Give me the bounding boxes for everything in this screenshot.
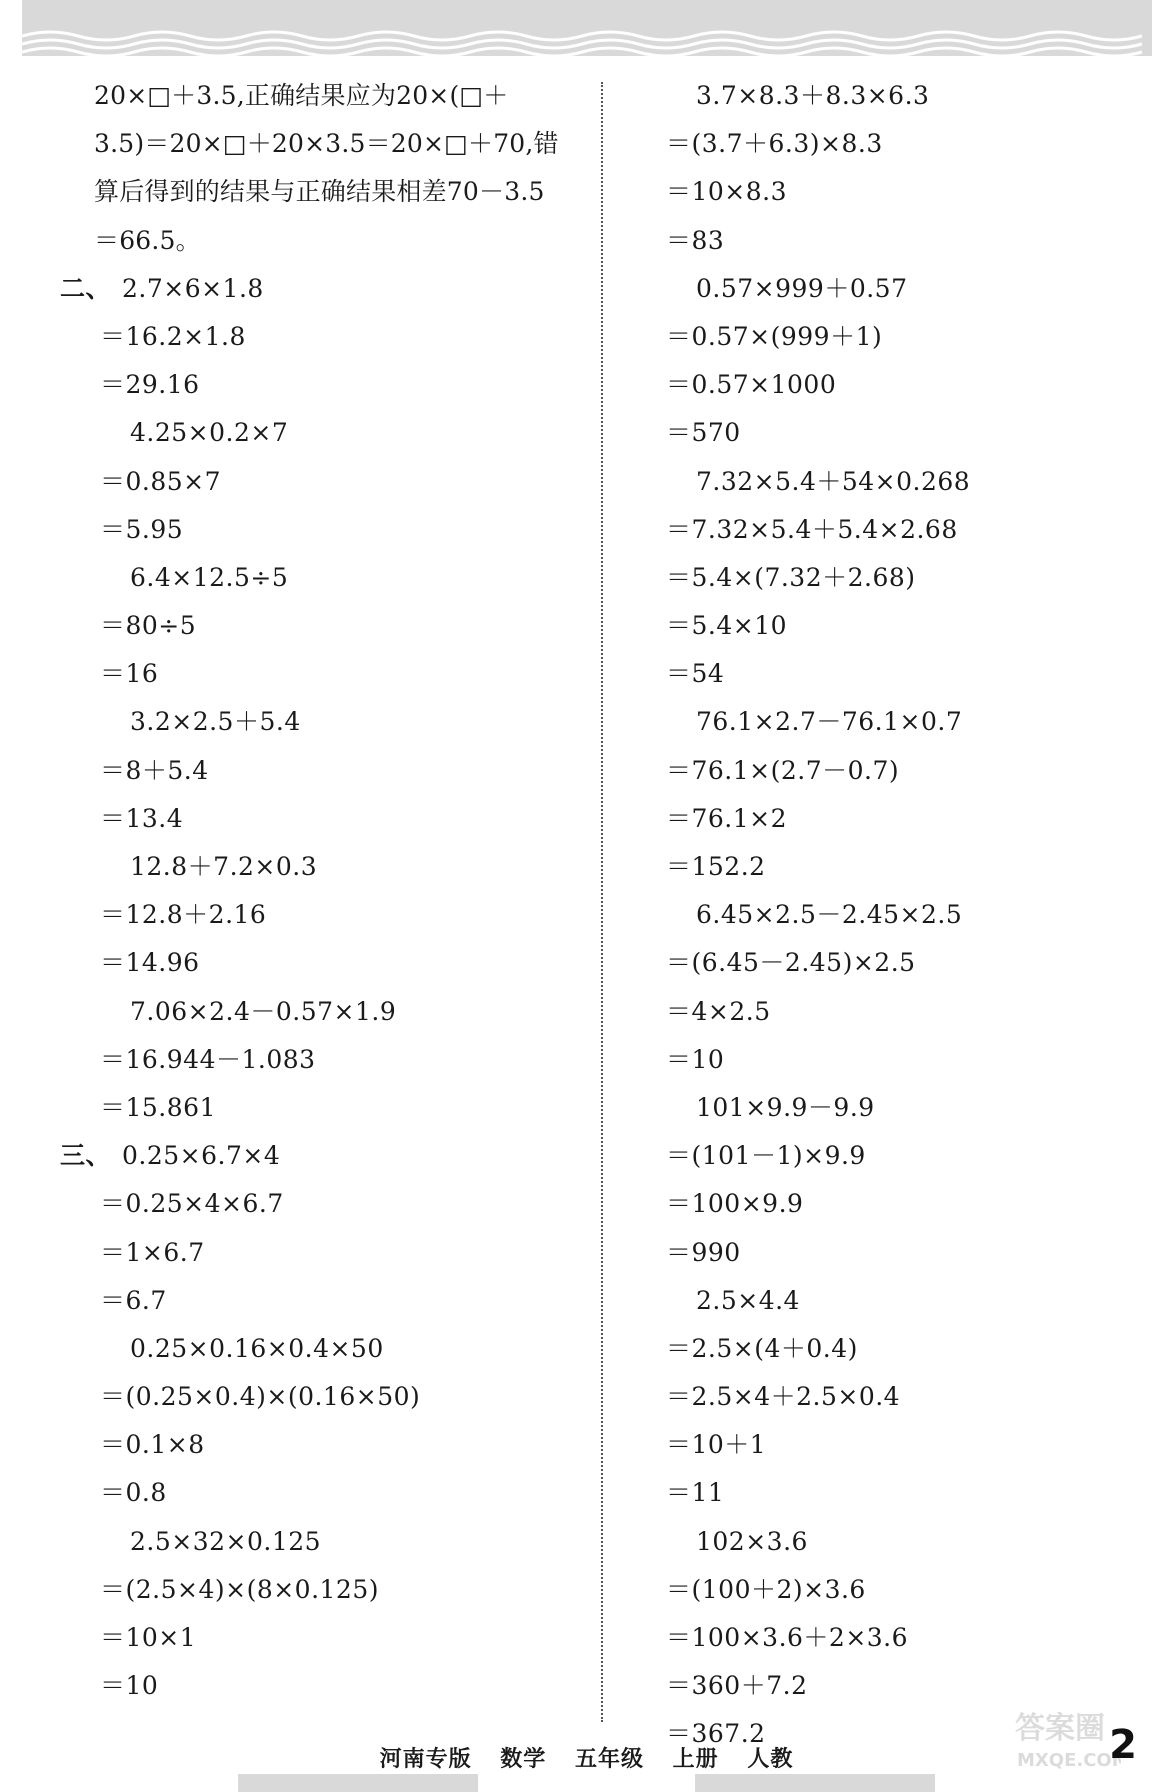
answer-paragraph-line [60, 168, 580, 216]
line-text: ＝80÷5 [100, 611, 197, 641]
line-text: ＝990 [666, 1237, 741, 1267]
line-text: ＝7.32×5.4＋5.4×2.68 [666, 514, 958, 544]
line-text: ＝0.57×(999＋1) [666, 321, 883, 351]
calculation-step [666, 409, 1086, 457]
calculation-step [666, 120, 1086, 168]
line-text: ＝5.4×10 [666, 611, 788, 641]
answer-paragraph-line [60, 72, 580, 120]
calculation-expression [60, 698, 580, 746]
calculation-step [666, 554, 1086, 602]
line-text: ＝76.1×2 [666, 803, 788, 833]
calculation-step [60, 1566, 580, 1614]
line-text: 6.45×2.5－2.45×2.5 [696, 900, 963, 930]
line-text: ＝100×3.6＋2×3.6 [666, 1623, 909, 1652]
calculation-step [666, 361, 1086, 409]
line-text: ＝10×8.3 [666, 177, 788, 207]
calculation-step [60, 1084, 580, 1132]
line-text: 7.06×2.4－0.57×1.9 [130, 996, 397, 1026]
calculation-step [666, 1325, 1086, 1373]
line-text: ＝152.2 [666, 852, 766, 881]
watermark-text: 答案圈 [1015, 1711, 1105, 1746]
line-text: ＝0.1×8 [100, 1430, 205, 1460]
calculation-step [60, 795, 580, 843]
calculation-step [666, 1373, 1086, 1421]
line-text: ＝2.5×(4＋0.4) [666, 1333, 858, 1363]
calculation-step [666, 650, 1086, 698]
footer-band-right [695, 1774, 935, 1792]
calculation-step [666, 168, 1086, 216]
calculation-expression [666, 1084, 1086, 1132]
calculation-expression [666, 458, 1086, 506]
line-text: ＝0.85×7 [100, 466, 222, 496]
calculation-step [60, 1229, 580, 1277]
line-text: 2.5×4.4 [696, 1285, 800, 1315]
calculation-step [666, 1614, 1086, 1662]
calculation-step [60, 1036, 580, 1084]
calculation-step [666, 795, 1086, 843]
line-text: 4.25×0.2×7 [130, 418, 289, 448]
line-text: ＝10＋1 [666, 1430, 767, 1460]
line-text: ＝83 [666, 225, 725, 255]
page-footer [0, 1742, 1173, 1773]
calculation-step [60, 1662, 580, 1710]
calculation-step [60, 891, 580, 939]
page-number: 2 [1109, 1722, 1137, 1768]
line-text: ＝(101－1)×9.9 [666, 1141, 866, 1171]
line-text: 3.2×2.5＋5.4 [130, 707, 301, 737]
calculation-expression [60, 1325, 580, 1373]
line-text: ＝16.944－1.083 [100, 1044, 316, 1074]
section-number: 三、 [60, 1141, 112, 1171]
line-text: ＝8＋5.4 [100, 755, 209, 785]
calculation-step [60, 313, 580, 361]
watermark-url: MXQE.COM [1017, 1750, 1121, 1771]
calculation-step [60, 602, 580, 650]
calculation-step [666, 1469, 1086, 1517]
line-text: ＝10×1 [100, 1623, 197, 1652]
line-text: ＝(100＋2)×3.6 [666, 1574, 866, 1604]
calculation-step [666, 506, 1086, 554]
calculation-step [666, 1229, 1086, 1277]
line-text: ＝29.16 [100, 370, 200, 400]
watermark-logo [1011, 1700, 1121, 1772]
line-text: ＝367.2 [666, 1719, 766, 1749]
section-number: 二、 [60, 273, 112, 303]
line-text: ＝10 [666, 1044, 725, 1074]
calculation-step [666, 602, 1086, 650]
calculation-step [60, 1180, 580, 1228]
calculation-step [60, 1614, 580, 1662]
calculation-step [666, 217, 1086, 265]
footer-volume: 上册 [672, 1746, 719, 1772]
line-text: ＝0.8 [100, 1478, 167, 1508]
line-text: ＝4×2.5 [666, 996, 771, 1026]
calculation-step [60, 458, 580, 506]
line-text: ＝570 [666, 418, 741, 448]
right-column [666, 72, 1086, 1759]
answer-paragraph-line [60, 120, 580, 168]
line-text: ＝360＋7.2 [666, 1671, 808, 1701]
calculation-expression [60, 265, 580, 313]
line-text: ＝0.57×1000 [666, 370, 837, 400]
line-text: ＝16 [100, 659, 159, 689]
line-text: 2.7×6×1.8 [122, 273, 264, 303]
calculation-step [666, 313, 1086, 361]
line-text: 3.5)＝20×□＋20×3.5＝20×□＋70,错 [94, 129, 559, 159]
footer-subject: 数学 [500, 1746, 547, 1772]
calculation-expression [666, 891, 1086, 939]
footer-band-left [238, 1774, 478, 1792]
line-text: ＝12.8＋2.16 [100, 900, 267, 930]
line-text: ＝1×6.7 [100, 1237, 205, 1267]
calculation-step [60, 506, 580, 554]
line-text: 3.7×8.3＋8.3×6.3 [696, 81, 930, 110]
calculation-step [666, 1566, 1086, 1614]
line-text: ＝10 [100, 1671, 159, 1701]
line-text: ＝13.4 [100, 803, 184, 833]
line-text: ＝6.7 [100, 1285, 167, 1315]
line-text: 20×□＋3.5,正确结果应为20×(□＋ [94, 81, 509, 110]
calculation-step [60, 650, 580, 698]
line-text: ＝100×9.9 [666, 1189, 804, 1219]
line-text: ＝14.96 [100, 948, 200, 978]
calculation-step [60, 747, 580, 795]
calculation-step [60, 1421, 580, 1469]
line-text: ＝15.861 [100, 1092, 216, 1122]
line-text: 76.1×2.7－76.1×0.7 [696, 707, 963, 737]
line-text: 101×9.9－9.9 [696, 1092, 875, 1122]
line-text: 0.25×0.16×0.4×50 [130, 1333, 384, 1363]
calculation-step [666, 1132, 1086, 1180]
calculation-expression [60, 409, 580, 457]
calculation-step [666, 843, 1086, 891]
calculation-step [666, 939, 1086, 987]
line-text: ＝5.4×(7.32＋2.68) [666, 562, 916, 592]
calculation-expression [60, 988, 580, 1036]
calculation-step [666, 747, 1086, 795]
line-text: ＝(0.25×0.4)×(0.16×50) [100, 1382, 421, 1412]
footer-edition: 河南专版 [379, 1746, 472, 1772]
calculation-step [666, 1036, 1086, 1084]
calculation-expression [666, 72, 1086, 120]
line-text: ＝16.2×1.8 [100, 321, 246, 351]
line-text: ＝(2.5×4)×(8×0.125) [100, 1574, 379, 1604]
top-decorative-band [22, 0, 1152, 56]
line-text: ＝(6.45－2.45)×2.5 [666, 948, 916, 978]
calculation-step [60, 1373, 580, 1421]
line-text: ＝0.25×4×6.7 [100, 1189, 284, 1219]
line-text: 算后得到的结果与正确结果相差70－3.5 [94, 177, 545, 207]
calculation-expression [666, 698, 1086, 746]
line-text: 2.5×32×0.125 [130, 1526, 322, 1556]
footer-grade: 五年级 [574, 1746, 644, 1772]
calculation-step [60, 361, 580, 409]
calculation-step [666, 988, 1086, 1036]
line-text: ＝66.5。 [94, 225, 201, 255]
line-text: 7.32×5.4＋54×0.268 [696, 466, 971, 496]
line-text: ＝11 [666, 1478, 725, 1508]
line-text: 12.8＋7.2×0.3 [130, 852, 318, 881]
line-text: ＝5.95 [100, 514, 184, 544]
calculation-expression [60, 1518, 580, 1566]
calculation-expression [666, 1518, 1086, 1566]
calculation-expression [60, 843, 580, 891]
calculation-step [60, 939, 580, 987]
footer-publisher: 人教 [747, 1746, 794, 1772]
line-text: 102×3.6 [696, 1526, 808, 1556]
wave-pattern [22, 0, 1152, 56]
line-text: ＝54 [666, 659, 725, 689]
line-text: 6.4×12.5÷5 [130, 562, 289, 592]
calculation-expression [666, 265, 1086, 313]
column-divider [601, 82, 603, 1722]
calculation-step [60, 1277, 580, 1325]
left-column [60, 72, 580, 1710]
line-text: ＝2.5×4＋2.5×0.4 [666, 1382, 901, 1412]
line-text: 0.57×999＋0.57 [696, 273, 908, 303]
calculation-expression [666, 1277, 1086, 1325]
calculation-step [60, 1469, 580, 1517]
line-text: ＝(3.7＋6.3)×8.3 [666, 129, 883, 159]
calculation-expression [60, 554, 580, 602]
answer-paragraph-line [60, 217, 580, 265]
line-text: 0.25×6.7×4 [122, 1141, 281, 1171]
calculation-step [666, 1180, 1086, 1228]
calculation-step [666, 1421, 1086, 1469]
line-text: ＝76.1×(2.7－0.7) [666, 755, 900, 785]
calculation-expression [60, 1132, 580, 1180]
